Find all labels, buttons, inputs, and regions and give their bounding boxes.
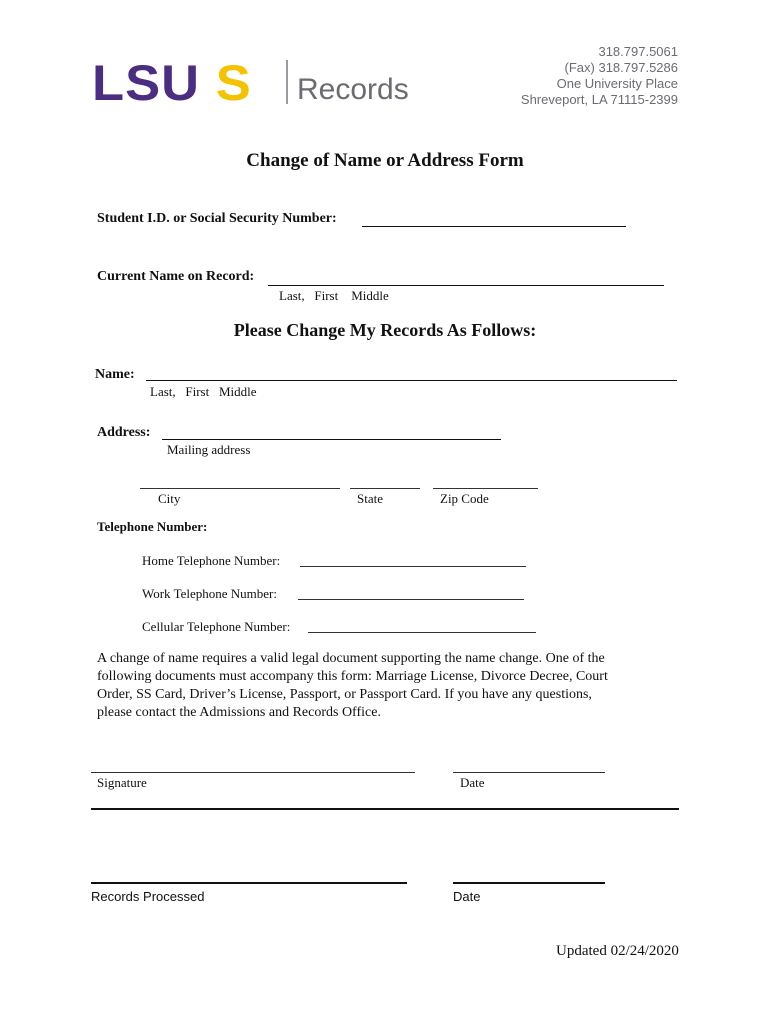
phone: 318.797.5061 bbox=[598, 44, 678, 59]
name-label: Name: bbox=[95, 367, 135, 382]
city-hint: City bbox=[158, 491, 181, 506]
current-name-field[interactable] bbox=[268, 285, 664, 286]
date-field[interactable] bbox=[453, 772, 605, 773]
records-processed-field[interactable] bbox=[91, 882, 407, 884]
signature-label: Signature bbox=[97, 775, 147, 790]
state-field[interactable] bbox=[350, 488, 420, 489]
logo-text: LSU bbox=[92, 55, 201, 111]
street-address: One University Place bbox=[556, 76, 678, 91]
notice-line: Order, SS Card, Driver’s License, Passport, or Passport Card. If you have any questions, bbox=[97, 687, 592, 702]
processed-date-label: Date bbox=[453, 889, 481, 904]
logo-gold-letter: S bbox=[215, 55, 252, 111]
processed-date-field[interactable] bbox=[453, 882, 605, 884]
office-use-divider bbox=[91, 808, 679, 810]
logo-divider bbox=[286, 60, 288, 104]
current-name-label: Current Name on Record: bbox=[97, 269, 255, 284]
form-title: Change of Name or Address Form bbox=[246, 150, 524, 171]
address-label: Address: bbox=[97, 425, 151, 440]
student-id-label: Student I.D. or Social Security Number: bbox=[97, 211, 337, 226]
new-name-hint: Last, First Middle bbox=[150, 384, 257, 399]
contact-block bbox=[520, 44, 678, 108]
work-phone-label: Work Telephone Number: bbox=[142, 586, 277, 601]
fax: (Fax) 318.797.5286 bbox=[564, 60, 678, 75]
new-name-field[interactable] bbox=[146, 380, 677, 381]
department-name: Records bbox=[297, 73, 409, 106]
work-phone-field[interactable] bbox=[298, 599, 524, 600]
signature-field[interactable] bbox=[91, 772, 415, 773]
student-id-field[interactable] bbox=[362, 226, 626, 227]
updated-date: Updated 02/24/2020 bbox=[556, 943, 679, 959]
home-phone-label: Home Telephone Number: bbox=[142, 553, 281, 568]
date-label: Date bbox=[460, 775, 485, 790]
notice-line: A change of name requires a valid legal document supporting the name change. One of the bbox=[97, 651, 605, 666]
lsus-logo bbox=[92, 55, 252, 111]
notice-line: please contact the Admissions and Records Office. bbox=[97, 705, 381, 720]
telephone-label: Telephone Number: bbox=[97, 519, 208, 534]
current-name-hint: Last, First Middle bbox=[279, 288, 389, 303]
notice-line: following documents must accompany this form: Marriage License, Divorce Decree, Court bbox=[97, 669, 608, 684]
mailing-address-field[interactable] bbox=[162, 439, 501, 440]
home-phone-field[interactable] bbox=[300, 566, 526, 567]
zip-field[interactable] bbox=[433, 488, 538, 489]
zip-hint: Zip Code bbox=[440, 491, 489, 506]
notice-paragraph bbox=[97, 650, 672, 722]
state-hint: State bbox=[357, 491, 383, 506]
city-state-zip: Shreveport, LA 71115-2399 bbox=[520, 92, 678, 107]
section-title: Please Change My Records As Follows: bbox=[233, 320, 537, 340]
records-processed-label: Records Processed bbox=[91, 889, 205, 904]
cell-phone-field[interactable] bbox=[308, 632, 536, 633]
city-field[interactable] bbox=[140, 488, 340, 489]
mailing-address-hint: Mailing address bbox=[167, 442, 251, 457]
cell-phone-label: Cellular Telephone Number: bbox=[142, 619, 291, 634]
